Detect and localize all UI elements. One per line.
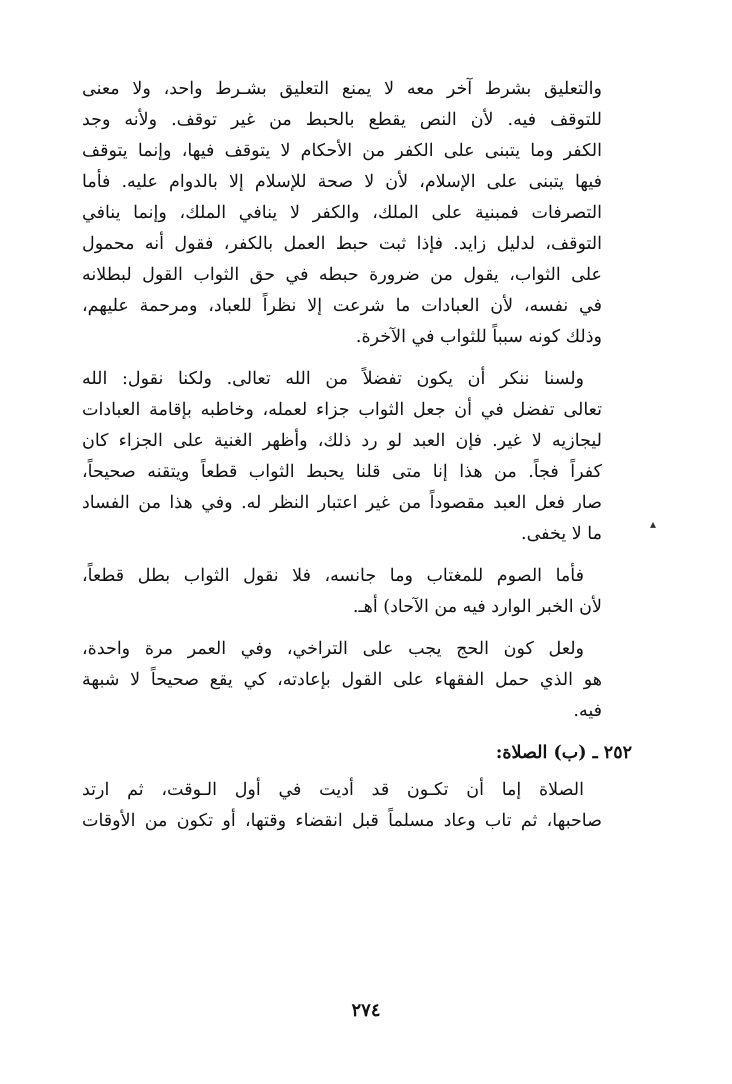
text-line: فيها يتبنى على الإسلام، لأن لا صحة للإسلام إلا بالدوام عليه. فأما bbox=[82, 172, 602, 192]
margin-dot-icon: ▴ bbox=[650, 517, 657, 531]
text-line: صاحبها، ثم تاب وعاد مسلماً قبل انقضاء وقتها، أو تكون من الأوقات bbox=[82, 811, 602, 831]
text-line: في نفسه، لأن العبادات ما شرعت إلا نظراً للعباد، ومرحمة عليهم، bbox=[82, 296, 602, 316]
text-line: لأن الخبر الوارد فيه من الآحاد) أهـ. bbox=[352, 597, 602, 617]
text-line: فيه. bbox=[573, 701, 602, 721]
text-line: للتوقف فيه. لأن النص يقطع بالحبط من غير توقف. ولأنه وجد bbox=[82, 110, 602, 130]
text-line: التوقف، لدليل زايد. فإذا ثبت حبط العمل بالكفر، فقول أنه محمول bbox=[82, 234, 602, 254]
page-number: ٢٧٤ bbox=[351, 1000, 381, 1021]
paragraph-4 bbox=[82, 634, 602, 727]
paragraph-2 bbox=[82, 364, 602, 550]
text-line: على الثواب، يقول من ضرورة حبطه في حق الثواب القول لبطلانه bbox=[82, 265, 602, 285]
text-line: التصرفات فمبنية على الملك، والكفر لا ينافي الملك، وإنما ينافي bbox=[82, 203, 602, 223]
body-text bbox=[82, 74, 632, 848]
text-line: ولعل كون الحج يجب على التراخي، وفي العمر مرة واحدة، bbox=[82, 639, 584, 659]
text-line: ما لا يخفى. bbox=[521, 524, 602, 544]
text-line: الكفر وما يتبنى على الكفر من الأحكام لا يتوقف فيها، وإنما يتوقف bbox=[82, 141, 602, 161]
text-line: تعالى تفضل في أن جعل الثواب جزاء لعمله، وخاطبه بإقامة العبادات bbox=[82, 400, 602, 420]
text-line: والتعليق بشرط آخر معه لا يمنع التعليق بشـرط واحد، ولا معنى bbox=[82, 79, 602, 99]
text-line: فأما الصوم للمغتاب وما جانسه، فلا نقول الثواب بطل قطعاً، bbox=[82, 566, 584, 586]
paragraph-5 bbox=[82, 775, 602, 837]
paragraph-3 bbox=[82, 561, 602, 623]
text-line: وذلك كونه سبباً للثواب في الآخرة. bbox=[355, 327, 602, 347]
paragraph-1 bbox=[82, 74, 602, 353]
text-line: ليجازيه لا غير. فإن العبد لو رد ذلك، وأظهر الغنية على الجزاء كان bbox=[82, 431, 602, 451]
section-heading: ٢٥٢ ـ (ب) الصلاة: bbox=[495, 743, 632, 763]
text-line: ولسنا ننكر أن يكون تفضلاً من الله تعالى. ولكنا نقول: الله bbox=[82, 369, 584, 389]
text-line: صار فعل العبد مقصوداً من غير اعتبار النظر له. وفي هذا من الفساد bbox=[82, 493, 602, 513]
text-line: كفراً فجاً. من هذا إنا متى قلنا يحبط الثواب قطعاً ويتقنه صحيحاً، bbox=[82, 462, 602, 482]
text-line: هو الذي حمل الفقهاء على القول بإعادته، كي يقع صحيحاً لا شبهة bbox=[82, 670, 602, 690]
text-line: الصلاة إما أن تكـون قد أديت في أول الـوقت، ثم ارتد bbox=[82, 780, 584, 800]
